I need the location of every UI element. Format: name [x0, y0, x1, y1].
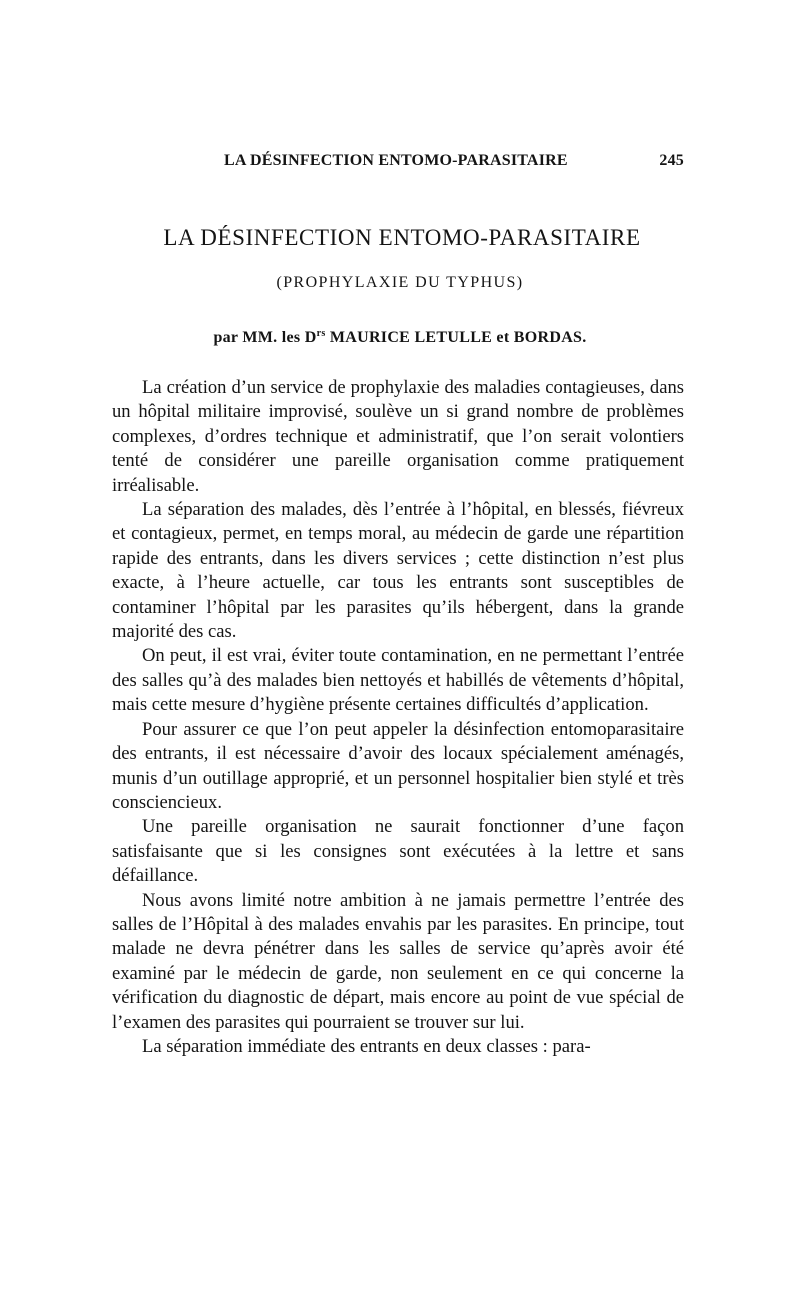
byline-superscript: rs	[316, 328, 326, 339]
article-subtitle: (PROPHYLAXIE DU TYPHUS)	[276, 274, 524, 291]
paragraph: La création d’un service de prophylaxie des maladies contagieuses, dans un hôpital militaire improvisé, soulève un si grand nombre de problèmes complexes, d’ordres technique et administratif, que l’on serait volontiers tenté de considérer une pareille organisation comme pratiquement irréalisable.	[112, 377, 684, 496]
paragraph: Une pareille organisation ne saurait fonctionner d’une façon satisfaisante que si les consignes sont exécutées à la lettre et sans défaillance.	[112, 816, 684, 887]
byline-authors: MAURICE LETULLE et BORDAS.	[325, 329, 587, 346]
paragraph: On peut, il est vrai, éviter toute contamination, en ne permettant l’entrée des salles qu’à des malades bien nettoyés et habillés de vêtements d’hôpital, mais cette mesure d’hygiène présente certaines difficultés d’application.	[112, 645, 684, 716]
paragraph: La séparation des malades, dès l’entrée à l’hôpital, en blessés, fiévreux et contagieux, permet, en temps moral, au médecin de garde une répartition rapide des entrants, dans les divers services ; cette distinction n’est plus exacte, à l’heure actuelle, car tous les entrants sont susceptibles de contaminer l’hôpital par les parasites qu’ils hébergent, dans la grande majorité des cas.	[112, 499, 684, 643]
paragraph: Nous avons limité notre ambition à ne jamais permettre l’entrée des salles de l’Hôpital à des malades envahis par les parasites. En principe, tout malade ne devra pénétrer dans les salles de service qu’après avoir été examiné par le médecin de garde, non seulement en ce qui concerne la vérification du diagnostic de départ, mais encore au point de vue spécial de l’examen des parasites qui pourraient se trouver sur lui.	[112, 889, 684, 1033]
byline	[0, 328, 800, 347]
article-title: LA DÉSINFECTION ENTOMO-PARASITAIRE	[163, 225, 641, 250]
running-head-title: LA DÉSINFECTION ENTOMO-PARASITAIRE	[224, 152, 568, 169]
page-number: 245	[659, 152, 684, 169]
running-head	[224, 152, 684, 176]
article-body	[112, 376, 684, 1059]
paragraph: La séparation immédiate des entrants en deux classes : para-	[142, 1035, 591, 1057]
paragraph: Pour assurer ce que l’on peut appeler la désinfection entomoparasitaire des entrants, il est nécessaire d’avoir des locaux spécialement aménagés, munis d’un outillage approprié, et un personnel hospitalier bien stylé et très consciencieux.	[112, 718, 684, 813]
byline-prefix: par MM. les D	[213, 329, 317, 346]
